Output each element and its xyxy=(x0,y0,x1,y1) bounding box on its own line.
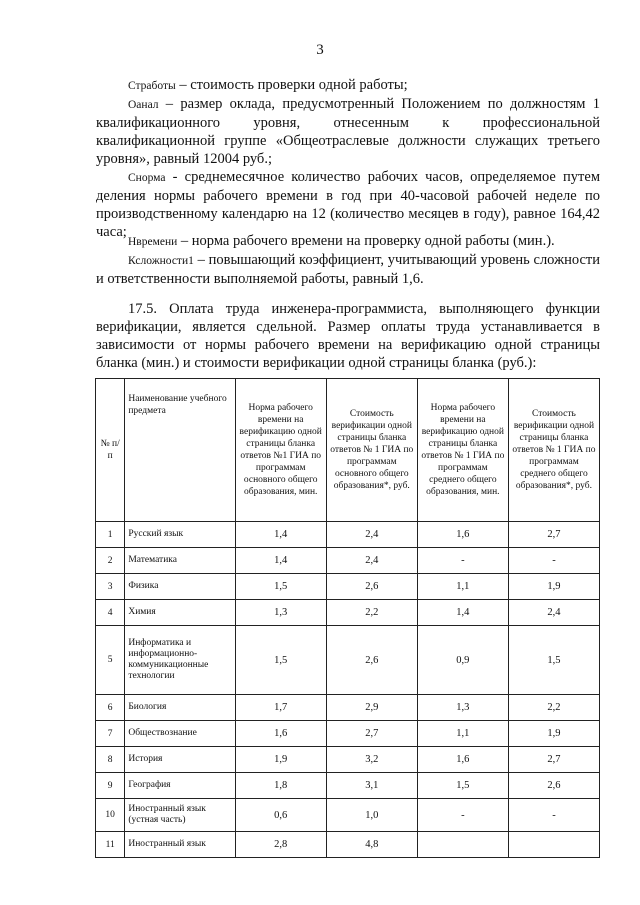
row-subject: Химия xyxy=(125,600,235,626)
row-basic-norm: 1,7 xyxy=(235,695,326,721)
row-number: 7 xyxy=(96,721,125,747)
row-basic-cost: 2,6 xyxy=(326,626,417,695)
row-subject: Обществознание xyxy=(125,721,235,747)
row-basic-norm: 1,4 xyxy=(235,548,326,574)
definition-text: – размер оклада, предусмотренный Положением по должностям 1 квалификационного уровня, отнесенным к профессиональной квалификационной группе «Общеотраслевые должности служащих третьего уровня», равный 12004 руб.; xyxy=(96,96,600,167)
row-secondary-norm: 1,3 xyxy=(417,695,508,721)
row-subject: Биология xyxy=(125,695,235,721)
row-basic-cost: 1,0 xyxy=(326,799,417,832)
row-basic-cost: 2,9 xyxy=(326,695,417,721)
row-number: 2 xyxy=(96,548,125,574)
definition-c-work xyxy=(96,76,600,95)
row-basic-cost: 2,4 xyxy=(326,548,417,574)
row-basic-norm: 1,8 xyxy=(235,773,326,799)
row-subject: Математика xyxy=(125,548,235,574)
table-row xyxy=(96,721,600,747)
definition-n-vremeni xyxy=(96,232,600,251)
row-subject: География xyxy=(125,773,235,799)
row-number: 6 xyxy=(96,695,125,721)
definition-c-norma xyxy=(96,168,600,241)
definition-text: – норма рабочего времени на проверку одной работы (мин.). xyxy=(177,233,555,249)
row-secondary-cost: 2,7 xyxy=(508,747,599,773)
row-subject: Русский язык xyxy=(125,522,235,548)
definition-o-anal xyxy=(96,95,600,168)
table-header-row xyxy=(96,379,600,522)
row-basic-norm: 1,9 xyxy=(235,747,326,773)
header-basic-norm: Норма рабочего времени на верификацию одной страницы бланка ответов №1 ГИА по программам основного общего образования, мин. xyxy=(235,379,326,522)
row-basic-norm: 1,5 xyxy=(235,574,326,600)
row-secondary-norm: 1,6 xyxy=(417,747,508,773)
table-row xyxy=(96,695,600,721)
row-basic-norm: 1,4 xyxy=(235,522,326,548)
row-number: 9 xyxy=(96,773,125,799)
row-number: 1 xyxy=(96,522,125,548)
row-basic-norm: 1,3 xyxy=(235,600,326,626)
row-secondary-norm: 0,9 xyxy=(417,626,508,695)
table-row xyxy=(96,574,600,600)
row-secondary-cost: 2,6 xyxy=(508,773,599,799)
row-basic-norm: 0,6 xyxy=(235,799,326,832)
page-number: 3 xyxy=(316,42,324,58)
header-number: № п/п xyxy=(96,379,125,522)
header-secondary-norm: Норма рабочего времени на верификацию одной страницы бланка ответов № 1 ГИА по программам среднего общего образования, мин. xyxy=(417,379,508,522)
row-secondary-norm xyxy=(417,832,508,858)
row-number: 5 xyxy=(96,626,125,695)
row-secondary-cost: 1,9 xyxy=(508,574,599,600)
definition-text: - среднемесячное количество рабочих часов, определяемое путем деления нормы рабочего времени в год при 40-часовой рабочей неделе по производственному календарю на 12 (количество месяцев в году), равное 164,42 часа; xyxy=(96,169,600,240)
row-subject: Информатика и информационно-коммуникационные технологии xyxy=(125,626,235,695)
symbol: Ксложности1 xyxy=(128,255,194,267)
row-secondary-cost: 2,4 xyxy=(508,600,599,626)
row-basic-cost: 2,2 xyxy=(326,600,417,626)
table-row xyxy=(96,832,600,858)
row-basic-norm: 1,5 xyxy=(235,626,326,695)
row-secondary-cost: - xyxy=(508,799,599,832)
row-secondary-norm: - xyxy=(417,799,508,832)
row-secondary-norm: 1,5 xyxy=(417,773,508,799)
row-secondary-cost: 2,2 xyxy=(508,695,599,721)
row-number: 4 xyxy=(96,600,125,626)
row-secondary-norm: - xyxy=(417,548,508,574)
symbol: Оанал xyxy=(128,99,159,111)
definition-text: – повышающий коэффициент, учитывающий уровень сложности и ответственности выполняемой работы, равный 1,6. xyxy=(96,252,600,287)
row-subject: Иностранный язык (устная часть) xyxy=(125,799,235,832)
symbol: Нвремени xyxy=(128,236,178,248)
row-number: 10 xyxy=(96,799,125,832)
symbol: Стработы xyxy=(128,80,176,92)
definition-text: – стоимость проверки одной работы; xyxy=(175,77,408,93)
definition-k-slozhnosti xyxy=(96,251,600,288)
row-basic-cost: 3,1 xyxy=(326,773,417,799)
verification-rates-table xyxy=(95,378,600,858)
row-secondary-norm: 1,4 xyxy=(417,600,508,626)
symbol: Снорма xyxy=(128,172,166,184)
row-number: 3 xyxy=(96,574,125,600)
table-row xyxy=(96,747,600,773)
row-basic-cost: 3,2 xyxy=(326,747,417,773)
table-row xyxy=(96,773,600,799)
row-secondary-cost: 1,5 xyxy=(508,626,599,695)
row-basic-norm: 2,8 xyxy=(235,832,326,858)
table-row xyxy=(96,626,600,695)
row-secondary-cost xyxy=(508,832,599,858)
row-basic-cost: 2,4 xyxy=(326,522,417,548)
row-basic-norm: 1,6 xyxy=(235,721,326,747)
row-subject: История xyxy=(125,747,235,773)
row-secondary-cost: 2,7 xyxy=(508,522,599,548)
header-secondary-cost: Стоимость верификации одной страницы бланка ответов № 1 ГИА по программам среднего общего образования*, руб. xyxy=(508,379,599,522)
row-basic-cost: 4,8 xyxy=(326,832,417,858)
table-row xyxy=(96,548,600,574)
row-secondary-norm: 1,1 xyxy=(417,574,508,600)
row-secondary-norm: 1,1 xyxy=(417,721,508,747)
row-number: 8 xyxy=(96,747,125,773)
row-basic-cost: 2,6 xyxy=(326,574,417,600)
row-subject: Физика xyxy=(125,574,235,600)
header-basic-cost: Стоимость верификации одной страницы бланка ответов № 1 ГИА по программам основного общего образования*, руб. xyxy=(326,379,417,522)
row-secondary-norm: 1,6 xyxy=(417,522,508,548)
table-row xyxy=(96,522,600,548)
row-secondary-cost: - xyxy=(508,548,599,574)
section-17-5: 17.5. Оплата труда инженера-программиста, выполняющего функции верификации, является сдельной. Размер оплаты труда устанавливается в зависимости от нормы рабочего времени на верификацию одной страницы бланка (мин.) и стоимости верификации одной страницы бланка (руб.): xyxy=(96,301,600,371)
row-basic-cost: 2,7 xyxy=(326,721,417,747)
table-row xyxy=(96,799,600,832)
table-row xyxy=(96,600,600,626)
row-subject: Иностранный язык xyxy=(125,832,235,858)
row-number: 11 xyxy=(96,832,125,858)
header-subject: Наименование учебного предмета xyxy=(125,379,235,522)
row-secondary-cost: 1,9 xyxy=(508,721,599,747)
